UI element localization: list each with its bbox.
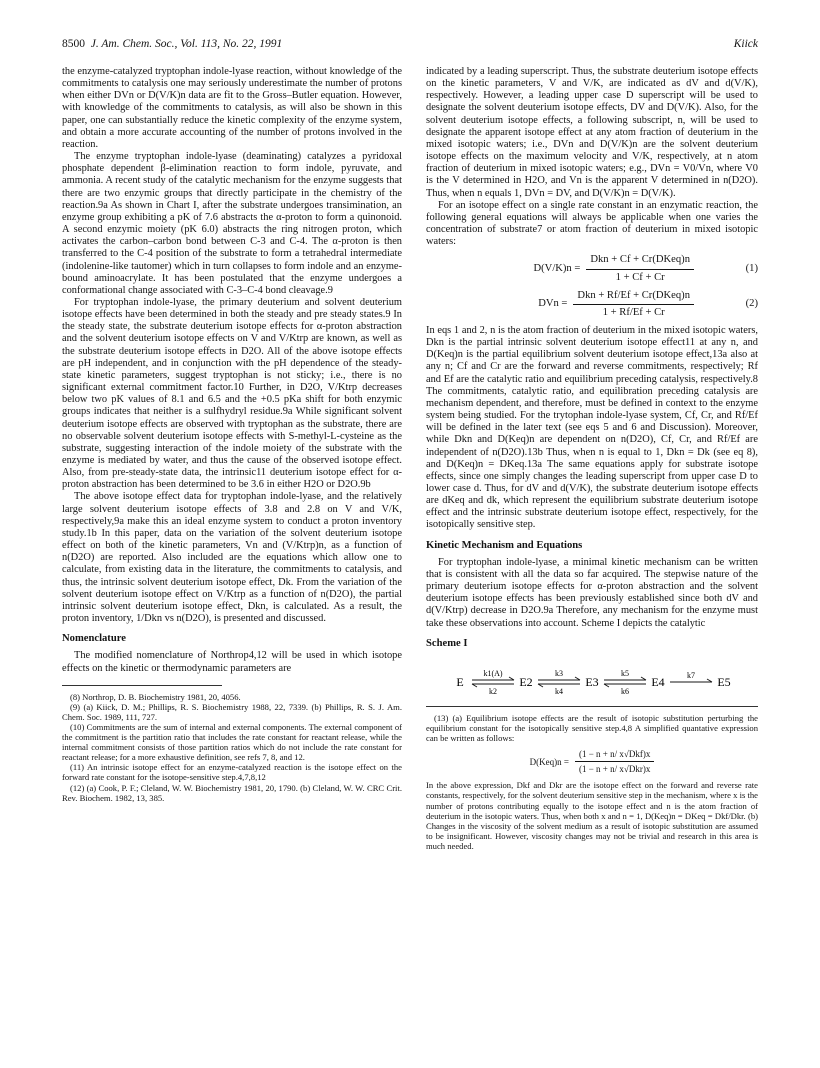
equation-lhs: D(Keq)n = bbox=[529, 756, 569, 767]
paragraph: the enzyme-catalyzed tryptophan indole-lyase reaction, without knowledge of the commitments to catalysis one may seriously underestimate the number of protons when either DVn or D(V/K)n data are fit to the Gross–Butler equation. However, with knowledge of the commitments to catalysis, as will also be shown in this paper, one can substantially reduce the kinetic complexity of the enzyme system, and obtain a more accurate accounting of the number of protons involved in the reaction. bbox=[62, 66, 402, 150]
scheme-arrowhead bbox=[575, 677, 580, 680]
scheme-diagram bbox=[426, 658, 758, 696]
paragraph: indicated by a leading superscript. Thus, the substrate deuterium isotope effects on the kinetic parameters, V and V/K, are indicated as dV and d(V/K), respectively. However, a leading upper case D superscript will be used to designate the solvent deuterium isotope effects, DV and D(V/K). Also, for the solvent deuterium isotope effects, a following subscript, n, will be used to designate the apparent isotope effect at any atom fraction of deuterium in the mixed isotopic waters; i.e., DVn and D(V/K)n are the solvent deuterium isotope effects on the maximum velocity and V/K, respectively, at n atom fraction of deuterium in mixed isotopic waters; e.g., DVn = V0/Vn, where V0 is the V determined in H2O, and Vn is the apparent V determined in n(D2O). Thus, when n equals 1, DVn = DV, and D(V/K)n = D(V/K). bbox=[426, 66, 758, 199]
equation-fraction bbox=[575, 749, 654, 774]
footnote: (9) (a) Kiick, D. M.; Phillips, R. S. Biochemistry 1988, 22, 7339. (b) Phillips, R. S. J. Am. Chem. Soc. 1989, 111, 727. bbox=[62, 701, 402, 722]
scheme-species: E4 bbox=[651, 674, 665, 689]
header-author: Kiick bbox=[733, 38, 758, 50]
footnote: (10) Commitments are the sum of internal and external components. The external component of the commitment is the partition ratio that includes the rate constant for reactant release, while the internal commitment consists of those partition ratios which do not include the rate constant for reactant release; for a more exhaustive definition, see refs 7, 8, and 12. bbox=[62, 721, 402, 763]
journal-citation: J. Am. Chem. Soc., Vol. 113, No. 22, 1991 bbox=[90, 38, 283, 50]
scheme-rate-forward: k3 bbox=[555, 668, 563, 678]
footnote: (8) Northrop, D. B. Biochemistry 1981, 20, 4056. bbox=[70, 691, 241, 702]
equation-numerator: Dkn + Rf/Ef + Cr(DKeq)n bbox=[573, 290, 694, 305]
equation-denominator: 1 + Rf/Ef + Cr bbox=[602, 306, 665, 318]
scheme-rate-reverse: k2 bbox=[489, 686, 497, 696]
scheme-arrowhead bbox=[707, 679, 712, 682]
equation-lhs: D(V/K)n = bbox=[533, 262, 581, 274]
left-column bbox=[62, 66, 402, 803]
right-column bbox=[426, 66, 758, 851]
scheme-arrowhead bbox=[604, 684, 609, 687]
page-header bbox=[62, 38, 758, 54]
scheme-rate-reverse: k6 bbox=[621, 686, 629, 696]
equation-fraction bbox=[573, 290, 694, 319]
scheme-svg bbox=[442, 658, 742, 696]
paragraph: In eqs 1 and 2, n is the atom fraction of deuterium in the mixed isotopic waters, Dkn is the partial intrinsic solvent deuterium isotope effect11 at any n, and D(Keq)n is the partial equilibrium solvent deuterium isotope effect,13a also at any n; Cf and Cr are the forward and reverse commitments, respectively; Rf and Ef are the catalytic ratio and equilibrium preceding catalysis, respectively.8 The commitments, catalytic ratio, and equilibration preceding catalysis are mechanism dependent, and therefore, must be defined in context to the enzyme system being studied. For the trytophan indole-lyase system, Cf, Cr, and Rf/Ef will be defined in the later text (see eqs 5 and 6 and Discussion). Moreover, while Dkn and D(Keq)n are dependent on n(D2O), Cf, Cr, and Rf/Ef are independent of n(D2O).13b Thus, when n is equal to 1, Dkn = Dk (see eq 8), and D(Keq)n = DKeq.13a The same equations apply for substrate isotope effects, since one simply changes the leading superscript from upper case D to lower case d. Thus, for dV and d(V/K), the substrate deuterium isotope effects are dKeq and dk, which represent the equilibrium substrate deuterium isotope effect and the intrinsic substrate deuterium isotope effect, respectively, for the isotopically sensitive step. bbox=[426, 324, 758, 531]
footnotes-right bbox=[426, 713, 758, 851]
footnote: (12) (a) Cook, P. F.; Cleland, W. W. Biochemistry 1981, 20, 1790. (b) Cleland, W. W. CRC Crit. Rev. Biochem. 1982, 13, 385. bbox=[62, 782, 402, 803]
scheme-species: E bbox=[456, 674, 464, 689]
equation-denominator: (1 − n + n/ x√Dkr)x bbox=[578, 764, 651, 775]
page-number: 8500 bbox=[62, 38, 85, 50]
scheme-rate-reverse: k4 bbox=[555, 686, 563, 696]
footnote: (11) An intrinsic isotope effect for an enzyme-catalyzed reaction is the isotope effect on the forward rate constant for the isotope-sensitive step.4,7,8,12 bbox=[62, 762, 402, 783]
equation-lhs: DVn = bbox=[538, 298, 568, 310]
scheme-species: E3 bbox=[585, 674, 599, 689]
scheme-arrowhead bbox=[509, 677, 514, 680]
scheme-rate-forward: k5 bbox=[621, 668, 629, 678]
equation-number: (2) bbox=[745, 298, 758, 310]
section-heading: Kinetic Mechanism and Equations bbox=[426, 539, 583, 551]
equation-2 bbox=[426, 290, 758, 319]
footnote-equation bbox=[426, 749, 758, 774]
equation-fraction bbox=[586, 254, 694, 283]
equation-denominator: 1 + Cf + Cr bbox=[615, 271, 665, 283]
equation-1 bbox=[426, 254, 758, 283]
scheme-arrowhead bbox=[472, 684, 477, 687]
equation-number: (1) bbox=[745, 262, 758, 274]
scheme-arrowhead bbox=[538, 684, 543, 687]
footnotes bbox=[62, 692, 402, 803]
footnote: In the above expression, Dkf and Dkr are the isotope effect on the forward and reverse rate constants, respectively, for the solvent deuterium sensitive step in the mechanism, where x is the number of protons contributing equally to the isotope effect and n is the atom fraction of deuterium in the isotopic waters. Thus, when both x and n = 1, D(Keq)n = DKeq = Dkf/Dkr. (b) Changes in the viscosity of the solvent medium as a result of isotopic substitution are assumed to be insignificant. However, viscosity changes may not be trivial and research in this area is much needed. bbox=[426, 780, 758, 851]
scheme-species: E2 bbox=[519, 674, 533, 689]
scheme-rate-forward: k7 bbox=[687, 670, 695, 680]
equation-numerator: (1 − n + n/ x√Dkf)x bbox=[575, 749, 654, 762]
scheme-arrowhead bbox=[641, 677, 646, 680]
paragraph: The modified nomenclature of Northrop4,12 will be used in which isotope effects on the kinetic or thermodynamic parameters are bbox=[62, 650, 402, 674]
paragraph: The enzyme tryptophan indole-lyase (deaminating) catalyzes a pyridoxal phosphate dependent β-elimination reaction to form indole, pyruvate, and ammonia. A recent study of the catalytic mechanism for the enzyme suggests that there are two enzymic groups that directly participate in the chemistry of the reaction.9a As shown in Chart I, after the substrate undergoes transimination, an enzyme group exhibiting a pK of 7.6 abstracts the α-proton to form a quinonoid. A second enzymic moiety (pK 6.0) abstracts the ring nitrogen proton, which activates the carbon–carbon bond between C-3 and C-4. The α-proton is then transferred to the C-4 position of the substrate to form a tetrahedral intermediate (indolenine-like tautomer) which in turn collapses to form indole and an enzyme-bound aminoacrylate. It has been postulated that the enzyme undergoes a conformational change associated with C-3–C-4 bond cleavage.9 bbox=[62, 151, 402, 296]
equation-numerator: Dkn + Cf + Cr(DKeq)n bbox=[586, 254, 694, 269]
scheme-species: E5 bbox=[717, 674, 731, 689]
section-heading: Nomenclature bbox=[62, 633, 126, 645]
paragraph: For an isotope effect on a single rate constant in an enzymatic reaction, the following general equations will always be applicable when one varies the concentration of substrate7 or atom fraction of deuterium in mixed isotopic waters: bbox=[426, 199, 758, 248]
paragraph: For tryptophan indole-lyase, a minimal kinetic mechanism can be written that is consistent with all the data so far acquired. The stepwise nature of the primary deuterium isotope effects for α-proton abstraction and the solvent deuterium isotope effects has been previously established since both dV and d(V/Ktrp) decrease in D2O.9a Therefore, any mechanism for the enzyme must take these observations into account. Scheme I depicts the catalytic bbox=[426, 556, 758, 629]
scheme-rate-forward: k1(A) bbox=[483, 668, 503, 678]
scheme-title: Scheme I bbox=[426, 637, 468, 649]
paragraph: For tryptophan indole-lyase, the primary deuterium and solvent deuterium isotope effects have been determined in both the steady and pre steady states.9 In the steady state, the substrate deuterium isotope effects for α-proton abstraction and the solvent deuterium isotope effects on V and V/Ktrp are known, as well as the substrate deuterium isotope effects in D2O. All of the above isotope effects are pH independent, and in conjunction with the pH dependence of the steady-state kinetic parameters, suggest tryptophan is not sticky; i.e., there is no significant external commitment factor.10 Further, in D2O, V/Ktrp decreases below two pK values of 8.1 and 6.5 and the +0.5 pKa shift for both enzymic groups indicates that neither is a sulfhydryl residue.9a While significant solvent deuterium isotope effects are observed with tryptophan as the substrate, there are no observable solvent deuterium isotope effects with S-methyl-L-cysteine as the substrate, suggesting interaction of the indole moiety of the substrate with the enzyme is mediated by water, and thus the cause of the observed isotope effect. Also, from pre-steady-state data, the intrinsic11 deuterium isotope effect for α-proton abstraction has been determined to be 3.6 in either H2O or D2O.9b bbox=[62, 296, 402, 491]
footnote-rule bbox=[62, 685, 222, 686]
header-left bbox=[62, 38, 282, 50]
footnote: (13) (a) Equilibrium isotope effects are the result of isotopic substitution perturbing the equilibrium constant for the isotopically sensitive step.4,8 A simplified quantative expression can be written as follows: bbox=[426, 712, 758, 744]
paragraph: The above isotope effect data for tryptophan indole-lyase, and the relatively large solvent deuterium isotope effects of 3.8 and 2.8 on V and V/K, respectively,9a make this an ideal enzyme system to conduct a proton inventory study.1b In this paper, data on the variation of the solvent deuterium isotope effect on both of the kinetic parameters, Vn and (V/Ktrp)n, as a function of n(D2O) are reported. Also included are the equations which allow one to calculate, from existing data in the literature, the commitments to catalysis, and thus, the intrinsic solvent deuterium isotope effect, Dk. From the variation of the solvent deuterium isotope effect on V/Ktrp as a function of n(D2O), the partial intrinsic solvent deuterium isotope effect, Dkn, is calculated. As a result, the proton inventory, 1/Dkn vs n(D2O), is presented and discussed. bbox=[62, 491, 402, 625]
footnote-rule bbox=[426, 706, 758, 707]
